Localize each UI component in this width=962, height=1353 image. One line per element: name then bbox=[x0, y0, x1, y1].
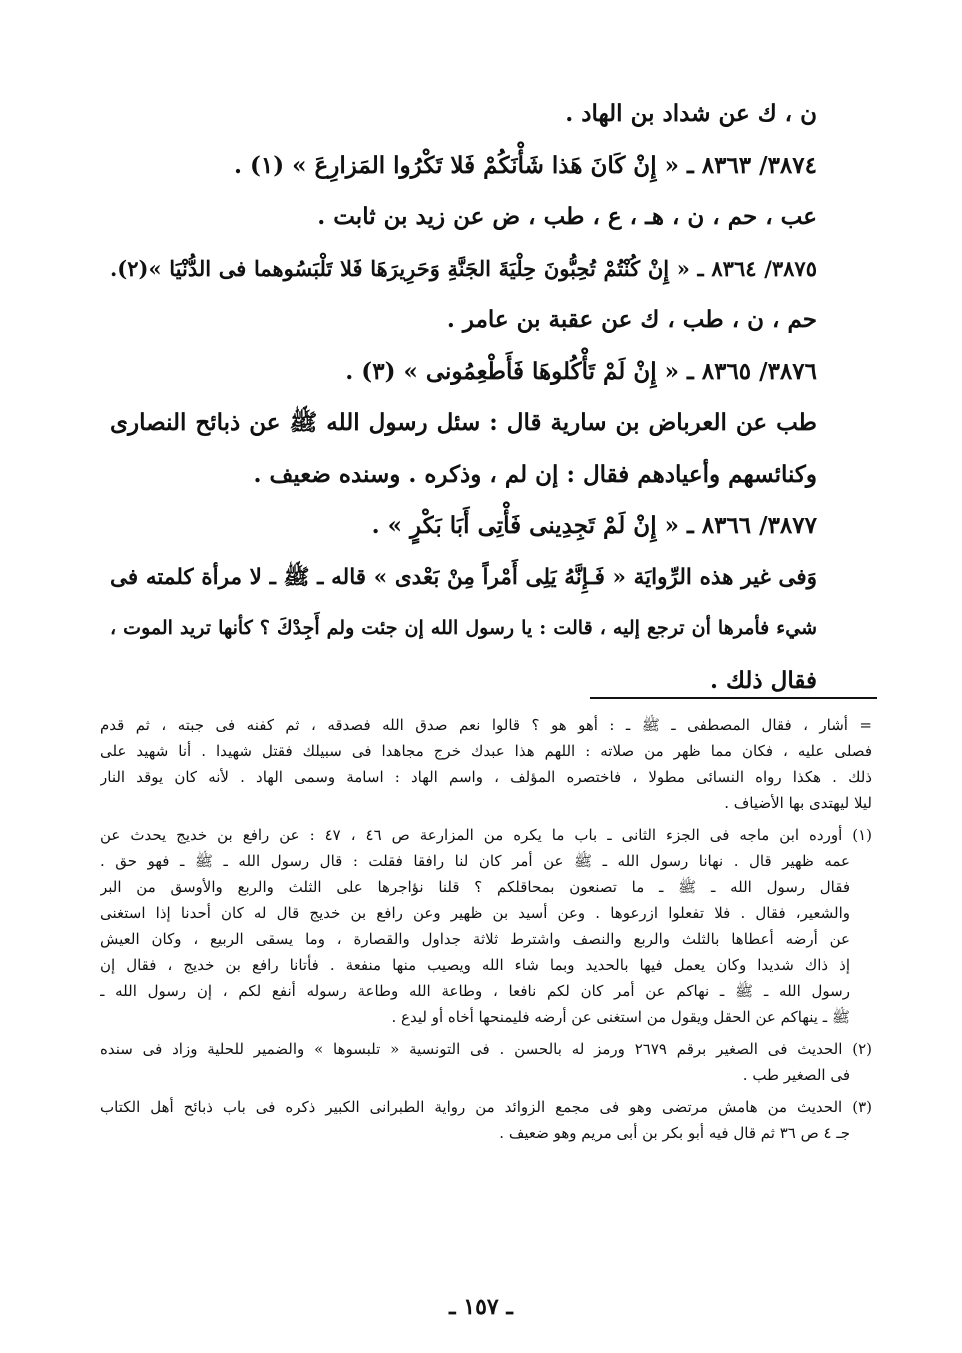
text-line: طب عن العرباض بن سارية قال : سئل رسول الله ﷺ عن ذبائح النصارى bbox=[110, 409, 817, 436]
text-line: حم ، ن ، طب ، ك عن عقبة بن عامر . bbox=[446, 306, 817, 333]
footnote-1 bbox=[100, 822, 872, 1030]
footnote-continued bbox=[100, 712, 872, 816]
page-number: ـ ١٥٧ ـ bbox=[449, 1294, 513, 1320]
footnote-3 bbox=[100, 1094, 872, 1146]
hadith-3876: ٣٨٧٦/ ٨٣٦٥ ـ « إِنْ لَمْ تَأْكُلوهَا فَأَطْعِمُونى » (٣) . bbox=[345, 357, 817, 385]
footnote-line: (٣) الحديث من هامش مرتضى وهو فى مجمع الزوائد من رواية الطبرانى الكبير ذكره فى باب ذبائح أهل الكتاب bbox=[100, 1098, 872, 1116]
hadith-3875: ٣٨٧٥/ ٨٣٦٤ ـ « إِنْ كُنْتُمْ تُحِبُّونَ حِلْيَةَ الجَنَّةِ وَحَرِيرَهَا فَلا تَلْبَسُوهما فى الدُّنْيَا »(٢). bbox=[110, 255, 817, 281]
footnote-line: فى الصغير طب . bbox=[742, 1066, 850, 1084]
text-line: وَفى غير هذه الرِّوايَة « فَـإِنَّهُ يَلِى أَمْراً مِنْ بَعْدى » قاله ـ ﷺ ـ لا مرأة كلمته فى bbox=[110, 564, 817, 590]
footnote-line: فصلى عليه ، فكان مما ظهر من صلاته : اللهم هذا عبدك خرج مجاهدا فى سبيلك فقتل شهيدا . أنا شهيد على bbox=[100, 742, 872, 760]
text-line: عب ، حم ، ن ، هـ ، ع ، طب ، ض عن زيد بن ثابت . bbox=[317, 203, 817, 230]
footnote-line: والشعير، فقال . فلا تفعلوا ازرعوها . وعن أسيد بن ظهير وعن رافع بن خديج قال له كان أحدنا إذا استغنى bbox=[100, 904, 850, 922]
footnote-line: ذلك . هكذا رواه النسائى مطولا ، فاختصره المؤلف ، واسم الهاد : اسامة وسمى الهاد . لأنه كان يوقد النار bbox=[100, 768, 872, 786]
hadith-3877: ٣٨٧٧/ ٨٣٦٦ ـ « إِنْ لَمْ تَجِدِينى فَأْتِى أَبَا بَكْرٍ » . bbox=[371, 512, 817, 539]
footnote-separator bbox=[590, 697, 877, 699]
footnote-line: ليلا ليهتدى بها الأضياف . bbox=[724, 794, 872, 812]
footnotes bbox=[100, 712, 872, 1152]
text-line: فقال ذلك . bbox=[709, 666, 817, 694]
text-line: ن ، ك عن شداد بن الهاد . bbox=[565, 100, 817, 127]
footnote-line: (١) أورده ابن ماجه فى الجزء الثانى ـ باب ما يكره من المزارعة ص ٤٦ ، ٤٧ : عن رافع بن خديج يحدث عن bbox=[100, 826, 872, 844]
footnote-line: رسول الله ـ ﷺ ـ نهاكم عن أمر كان لكم نافعا ، وطاعة الله وطاعة رسوله أنفع لكم ، إن رسول الله ـ bbox=[100, 982, 850, 1000]
footnote-line: فقال رسول الله ـ ﷺ ـ ما تصنعون بمحاقلكم ؟ قلنا نؤاجرها على الثلث والربع والأوسق من البر bbox=[100, 878, 850, 896]
footnote-line: جـ ٤ ص ٣٦ ثم قال فيه أبو بكر بن أبى مريم وهو ضعيف . bbox=[499, 1124, 850, 1142]
footnote-line: = أشار ، فقال المصطفى ـ ﷺ ـ : أهو هو ؟ قالوا نعم صدق الله فصدقه ، ثم كفنه فى جبته ، ثم قدم bbox=[100, 716, 872, 734]
footnote-line: إذ ذاك شديدا وكان يعمل فيها بالحديد وبما شاء الله ويصيب منها منفعة . فأتانا رافع بن خديج ، فقال إن bbox=[100, 956, 850, 974]
main-text bbox=[110, 88, 817, 706]
footnote-2 bbox=[100, 1036, 872, 1088]
footnote-line: ﷺ ـ ينهاكم عن الحقل ويقول من استغنى عن أرضه فليمنحها أخاه أو ليدع . bbox=[391, 1008, 850, 1026]
footnote-line: عمه ظهير قال . نهانا رسول الله ـ ﷺ عن أمر كان لنا رافقا فقلت : قال رسول الله ـ ﷺ ـ فهو حق . bbox=[100, 852, 850, 870]
hadith-3874: ٣٨٧٤/ ٨٣٦٣ ـ « إِنْ كَانَ هَذا شَأْنَكُمْ فَلا تَكْرُوا المَزارِعَ » (١) . bbox=[233, 151, 817, 179]
text-line: شيء فأمرها أن ترجع إليه ، قالت : يا رسول الله إن جئت ولم أَجِدْكَ ؟ كأنها تريد الموت ، bbox=[110, 617, 817, 639]
text-line: وكنائسهم وأعيادهم فقال : إن لم ، وذكره . وسنده ضعيف . bbox=[253, 460, 817, 488]
footnote-line: عن أرضه أعطاها بالثلث والربع والنصف واشترط ثلاثة جداول والقصارة ، وما يسقى الربيع ، وكان العيش bbox=[100, 930, 850, 948]
footnote-line: (٢) الحديث فى الصغير برقم ٢٦٧٩ ورمز له بالحسن . فى التونسية « تلبسوها » والضمير للحلية وزاد فى سنده bbox=[100, 1040, 872, 1058]
